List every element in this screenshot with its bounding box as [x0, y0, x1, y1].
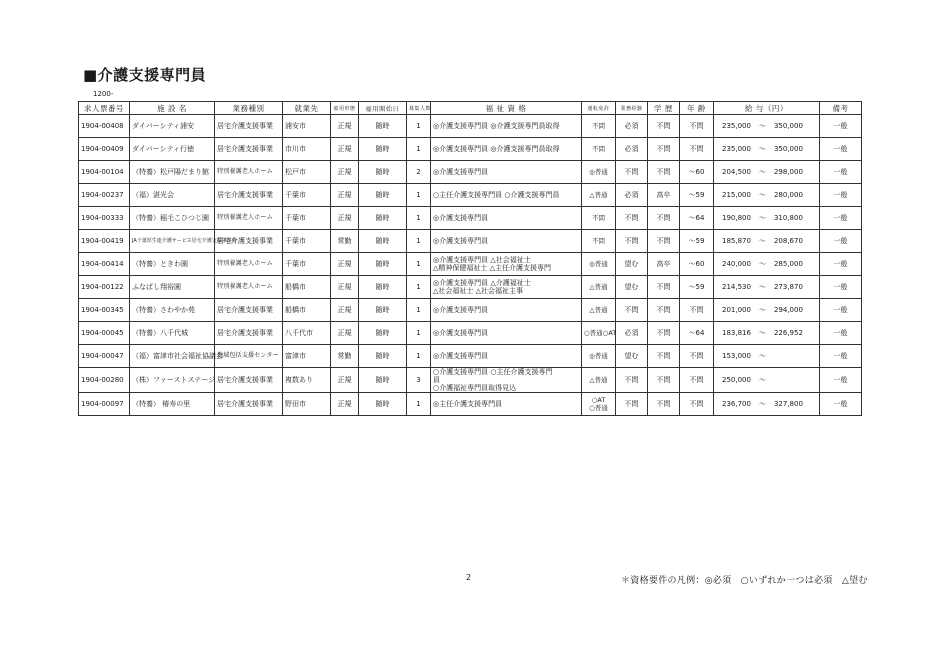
- col-header: 雇用開始日: [359, 102, 407, 115]
- qualification-cell: ○主任介護支援専門員 ○介護支援専門員: [431, 184, 582, 207]
- workplace-cell: 千葉市: [283, 184, 331, 207]
- experience-cell: 不問: [616, 393, 648, 416]
- job-number-cell: 1904-00419: [79, 230, 130, 253]
- salary-cell: [714, 322, 820, 345]
- qualification-cell: ◎介護支援専門員: [431, 207, 582, 230]
- facility-cell: （福）湛光会: [130, 184, 215, 207]
- service-type-cell: 居宅介護支援事業: [215, 115, 283, 138]
- table-row: [79, 322, 862, 345]
- salary-separator: ～: [758, 400, 766, 408]
- col-header: 備考: [820, 102, 862, 115]
- workplace-cell: 千葉市: [283, 230, 331, 253]
- qualification-cell: [431, 276, 582, 299]
- employment-cell: 常勤: [331, 345, 359, 368]
- start-date-cell: 随時: [359, 368, 407, 393]
- note-cell: 一般: [820, 115, 862, 138]
- salary-max: 273,870: [773, 283, 803, 291]
- age-cell: ～59: [680, 276, 714, 299]
- experience-cell: 不問: [616, 207, 648, 230]
- page-number: 2: [466, 573, 472, 582]
- salary-cell: [714, 161, 820, 184]
- salary-separator: ～: [758, 329, 766, 337]
- salary-separator: ～: [758, 191, 766, 199]
- education-cell: 不問: [648, 345, 680, 368]
- service-type-cell: 居宅介護支援事業: [215, 299, 283, 322]
- salary-separator: ～: [758, 376, 766, 384]
- education-cell: 不問: [648, 230, 680, 253]
- qualification-cell-line: ◎介護支援専門員 △社会福祉士: [433, 256, 531, 264]
- license-cell: ◎普通: [582, 161, 616, 184]
- col-header: 求人票番号: [79, 102, 130, 115]
- workplace-cell: 浦安市: [283, 115, 331, 138]
- workplace-cell: 千葉市: [283, 253, 331, 276]
- headcount-cell: 1: [407, 299, 431, 322]
- salary-max: 310,800: [773, 214, 803, 222]
- salary-separator: ～: [758, 145, 766, 153]
- job-number-cell: 1904-00414: [79, 253, 130, 276]
- job-number-cell: 1904-00045: [79, 322, 130, 345]
- headcount-cell: 2: [407, 161, 431, 184]
- note-cell: 一般: [820, 299, 862, 322]
- salary-min: 190,800: [722, 214, 751, 222]
- employment-cell: 正規: [331, 115, 359, 138]
- service-type-cell: 居宅介護支援事業: [215, 322, 283, 345]
- experience-cell: 必須: [616, 115, 648, 138]
- qualification-cell: ◎介護支援専門員: [431, 345, 582, 368]
- salary-max: 285,000: [773, 260, 803, 268]
- note-cell: 一般: [820, 207, 862, 230]
- license-cell: 不問: [582, 138, 616, 161]
- sub-code: 1200-: [93, 90, 114, 98]
- note-cell: 一般: [820, 161, 862, 184]
- education-cell: 不問: [648, 368, 680, 393]
- experience-cell: 必須: [616, 322, 648, 345]
- facility-cell: ダイバーシティ行徳: [130, 138, 215, 161]
- start-date-cell: 随時: [359, 207, 407, 230]
- salary-max: 280,000: [773, 191, 803, 199]
- license-cell: 不問: [582, 207, 616, 230]
- col-header: 年 齢: [680, 102, 714, 115]
- salary-separator: ～: [758, 260, 766, 268]
- service-type-cell: 居宅介護支援事業: [215, 138, 283, 161]
- salary-max: 298,000: [773, 168, 803, 176]
- salary-cell: [714, 230, 820, 253]
- table-row: [79, 253, 862, 276]
- education-cell: 不問: [648, 207, 680, 230]
- salary-cell: [714, 138, 820, 161]
- age-cell: ～64: [680, 207, 714, 230]
- note-cell: 一般: [820, 322, 862, 345]
- employment-cell: 正規: [331, 184, 359, 207]
- salary-min: 250,000: [722, 376, 751, 384]
- facility-cell: （特養）八千代城: [130, 322, 215, 345]
- employment-cell: 正規: [331, 207, 359, 230]
- salary-max: 350,000: [773, 145, 803, 153]
- age-cell: 不問: [680, 345, 714, 368]
- education-cell: 不問: [648, 115, 680, 138]
- experience-cell: 望む: [616, 253, 648, 276]
- salary-cell: [714, 345, 820, 368]
- job-number-cell: 1904-00409: [79, 138, 130, 161]
- headcount-cell: 1: [407, 230, 431, 253]
- start-date-cell: 随時: [359, 138, 407, 161]
- education-cell: 不問: [648, 276, 680, 299]
- salary-cell: [714, 253, 820, 276]
- license-cell: △普通: [582, 368, 616, 393]
- col-header: 福 祉 資 格: [431, 102, 582, 115]
- education-cell: 不問: [648, 161, 680, 184]
- note-cell: 一般: [820, 393, 862, 416]
- facility-cell: （特養）松戸陽だまり館: [130, 161, 215, 184]
- headcount-cell: 1: [407, 138, 431, 161]
- start-date-cell: 随時: [359, 345, 407, 368]
- start-date-cell: 随時: [359, 184, 407, 207]
- employment-cell: 正規: [331, 393, 359, 416]
- salary-min: 235,000: [722, 122, 751, 130]
- salary-max: 327,800: [773, 400, 803, 408]
- workplace-cell: 船橋市: [283, 299, 331, 322]
- salary-cell: [714, 368, 820, 393]
- age-cell: ～64: [680, 322, 714, 345]
- facility-cell: ダイバーシティ浦安: [130, 115, 215, 138]
- education-cell: 不問: [648, 138, 680, 161]
- table-row: [79, 115, 862, 138]
- salary-min: 153,000: [722, 352, 751, 360]
- facility-cell: JA千葉厚生連介護サービス居宅介護支援事業所: [130, 230, 215, 253]
- headcount-cell: 1: [407, 184, 431, 207]
- salary-separator: ～: [758, 237, 766, 245]
- service-type-cell: 居宅介護支援事業: [215, 393, 283, 416]
- headcount-cell: 3: [407, 368, 431, 393]
- table-row: [79, 230, 862, 253]
- workplace-cell: 千葉市: [283, 207, 331, 230]
- start-date-cell: 随時: [359, 393, 407, 416]
- table-row: [79, 138, 862, 161]
- license-cell-line: ○普通: [589, 404, 608, 412]
- education-cell: 不問: [648, 393, 680, 416]
- qualification-cell: [431, 253, 582, 276]
- facility-cell: （特養） 椿寿の里: [130, 393, 215, 416]
- start-date-cell: 随時: [359, 322, 407, 345]
- qualification-cell: ◎介護支援専門員 ◎介護支援専門員取得: [431, 115, 582, 138]
- headcount-cell: 1: [407, 207, 431, 230]
- headcount-cell: 1: [407, 276, 431, 299]
- license-cell: 不問: [582, 115, 616, 138]
- qualification-legend: ＊資格要件の凡例：◎必須 ○いずれか一つは必須 △望む: [621, 576, 868, 586]
- qualification-cell: ◎主任介護支援専門員: [431, 393, 582, 416]
- employment-cell: 正規: [331, 138, 359, 161]
- start-date-cell: 随時: [359, 230, 407, 253]
- job-number-cell: 1904-00408: [79, 115, 130, 138]
- service-type-cell: 特別養護老人ホーム: [215, 207, 283, 230]
- salary-min: 215,000: [722, 191, 751, 199]
- salary-min: 240,000: [722, 260, 751, 268]
- qualification-cell: ◎介護支援専門員: [431, 230, 582, 253]
- note-cell: 一般: [820, 345, 862, 368]
- qualification-cell: [431, 368, 582, 393]
- salary-cell: [714, 184, 820, 207]
- facility-cell: （特養）さわやか苑: [130, 299, 215, 322]
- salary-min: 236,700: [722, 400, 751, 408]
- license-cell-line: ○AT: [591, 396, 606, 404]
- qualification-cell-line: ○介護福祉専門員取得見込: [433, 384, 517, 392]
- service-type-cell: 地域包括支援センター: [215, 345, 283, 368]
- qualification-cell-line: ○介護支援専門員 ○主任介護支援専門: [433, 368, 553, 376]
- table-row: [79, 207, 862, 230]
- service-type-cell: 居宅介護支援事業: [215, 368, 283, 393]
- employment-cell: 常勤: [331, 230, 359, 253]
- qualification-cell: ◎介護支援専門員: [431, 322, 582, 345]
- experience-cell: 不問: [616, 161, 648, 184]
- experience-cell: 不問: [616, 230, 648, 253]
- salary-separator: ～: [758, 306, 766, 314]
- age-cell: 不問: [680, 299, 714, 322]
- experience-cell: 不問: [616, 368, 648, 393]
- qualification-cell-line: ◎介護支援専門員 △介護福祉士: [433, 279, 531, 287]
- salary-max: 294,000: [773, 306, 803, 314]
- start-date-cell: 随時: [359, 161, 407, 184]
- start-date-cell: 随時: [359, 115, 407, 138]
- salary-cell: [714, 115, 820, 138]
- salary-cell: [714, 207, 820, 230]
- col-header: 就業先: [283, 102, 331, 115]
- experience-cell: 望む: [616, 276, 648, 299]
- col-header: 雇用形態: [331, 102, 359, 115]
- salary-max: 226,952: [773, 329, 803, 337]
- employment-cell: 正規: [331, 253, 359, 276]
- employment-cell: 正規: [331, 368, 359, 393]
- facility-cell: （福）富津市社会福祉協議会: [130, 345, 215, 368]
- qualification-cell: ◎介護支援専門員: [431, 299, 582, 322]
- experience-cell: 不問: [616, 299, 648, 322]
- job-number-cell: 1904-00097: [79, 393, 130, 416]
- service-type-cell: 居宅介護支援事業: [215, 184, 283, 207]
- job-number-cell: 1904-00237: [79, 184, 130, 207]
- experience-cell: 望む: [616, 345, 648, 368]
- license-cell: △普通: [582, 276, 616, 299]
- license-cell: ○普通○AT: [582, 322, 616, 345]
- service-type-cell: 特別養護老人ホーム: [215, 161, 283, 184]
- service-type-cell: 居宅介護支援事業: [215, 230, 283, 253]
- license-cell: △普通: [582, 299, 616, 322]
- headcount-cell: 1: [407, 345, 431, 368]
- salary-separator: ～: [758, 352, 766, 360]
- salary-cell: [714, 393, 820, 416]
- employment-cell: 正規: [331, 299, 359, 322]
- workplace-cell: 複数あり: [283, 368, 331, 393]
- headcount-cell: 1: [407, 393, 431, 416]
- headcount-cell: 1: [407, 253, 431, 276]
- col-header: 運転免許: [582, 102, 616, 115]
- note-cell: 一般: [820, 184, 862, 207]
- salary-cell: [714, 299, 820, 322]
- salary-max: 350,000: [773, 122, 803, 130]
- education-cell: 不問: [648, 299, 680, 322]
- facility-cell: （株）ファーストステージ: [130, 368, 215, 393]
- employment-cell: 正規: [331, 322, 359, 345]
- table-row: [79, 184, 862, 207]
- age-cell: 不問: [680, 393, 714, 416]
- salary-separator: ～: [758, 122, 766, 130]
- salary-cell: [714, 276, 820, 299]
- employment-cell: 正規: [331, 276, 359, 299]
- facility-cell: ふなばし翔裕園: [130, 276, 215, 299]
- education-cell: 高卒: [648, 253, 680, 276]
- license-cell: ◎普通: [582, 253, 616, 276]
- qualification-cell: ◎介護支援専門員 ◎介護支援専門員取得: [431, 138, 582, 161]
- salary-separator: ～: [758, 283, 766, 291]
- note-cell: 一般: [820, 253, 862, 276]
- table-row: [79, 368, 862, 393]
- salary-separator: ～: [758, 214, 766, 222]
- qualification-cell-line: △精神保健福祉士 △主任介護支援専門: [433, 264, 551, 272]
- headcount-cell: 1: [407, 322, 431, 345]
- table-row: [79, 276, 862, 299]
- service-type-cell: 特別養護老人ホーム: [215, 253, 283, 276]
- job-table: [78, 101, 862, 416]
- note-cell: 一般: [820, 368, 862, 393]
- age-cell: ～59: [680, 230, 714, 253]
- headcount-cell: 1: [407, 115, 431, 138]
- col-header: 募集人数: [407, 102, 431, 115]
- qualification-cell-line: △社会福祉士 △社会福祉主事: [433, 287, 523, 295]
- workplace-cell: 野田市: [283, 393, 331, 416]
- workplace-cell: 市川市: [283, 138, 331, 161]
- age-cell: 不問: [680, 138, 714, 161]
- col-header: 業務経験: [616, 102, 648, 115]
- job-number-cell: 1904-00345: [79, 299, 130, 322]
- start-date-cell: 随時: [359, 276, 407, 299]
- col-header: 施 設 名: [130, 102, 215, 115]
- age-cell: 不問: [680, 115, 714, 138]
- job-number-cell: 1904-00104: [79, 161, 130, 184]
- start-date-cell: 随時: [359, 253, 407, 276]
- license-cell: 不問: [582, 230, 616, 253]
- col-header: 学 歴: [648, 102, 680, 115]
- salary-separator: ～: [758, 168, 766, 176]
- workplace-cell: 八千代市: [283, 322, 331, 345]
- col-header: 給 与（円）: [714, 102, 820, 115]
- qualification-cell: ◎介護支援専門員: [431, 161, 582, 184]
- salary-min: 183,816: [722, 329, 751, 337]
- job-number-cell: 1904-00333: [79, 207, 130, 230]
- education-cell: 不問: [648, 322, 680, 345]
- table-header-row: [79, 102, 862, 115]
- table-row: [79, 393, 862, 416]
- note-cell: 一般: [820, 230, 862, 253]
- workplace-cell: 富津市: [283, 345, 331, 368]
- license-cell: ◎普通: [582, 345, 616, 368]
- education-cell: 高卒: [648, 184, 680, 207]
- salary-min: 214,530: [722, 283, 751, 291]
- page-title: ■介護支援専門員: [83, 66, 207, 84]
- age-cell: ～60: [680, 161, 714, 184]
- employment-cell: 正規: [331, 161, 359, 184]
- salary-min: 204,500: [722, 168, 751, 176]
- license-cell: [582, 393, 616, 416]
- facility-cell: （特養）ときわ園: [130, 253, 215, 276]
- age-cell: ～59: [680, 184, 714, 207]
- workplace-cell: 船橋市: [283, 276, 331, 299]
- salary-min: 185,870: [722, 237, 751, 245]
- age-cell: ～60: [680, 253, 714, 276]
- job-number-cell: 1904-00047: [79, 345, 130, 368]
- license-cell: △普通: [582, 184, 616, 207]
- qualification-cell-line: 員: [433, 376, 440, 384]
- col-header: 業務種別: [215, 102, 283, 115]
- note-cell: 一般: [820, 138, 862, 161]
- start-date-cell: 随時: [359, 299, 407, 322]
- note-cell: 一般: [820, 276, 862, 299]
- facility-cell: （特養）稲毛こひつじ園: [130, 207, 215, 230]
- experience-cell: 必須: [616, 184, 648, 207]
- table-row: [79, 299, 862, 322]
- job-number-cell: 1904-00122: [79, 276, 130, 299]
- job-number-cell: 1904-00280: [79, 368, 130, 393]
- salary-min: 201,000: [722, 306, 751, 314]
- service-type-cell: 特別養護老人ホーム: [215, 276, 283, 299]
- table-row: [79, 161, 862, 184]
- salary-min: 235,000: [722, 145, 751, 153]
- salary-max: 208,670: [773, 237, 803, 245]
- table-row: [79, 345, 862, 368]
- age-cell: 不問: [680, 368, 714, 393]
- experience-cell: 必須: [616, 138, 648, 161]
- workplace-cell: 松戸市: [283, 161, 331, 184]
